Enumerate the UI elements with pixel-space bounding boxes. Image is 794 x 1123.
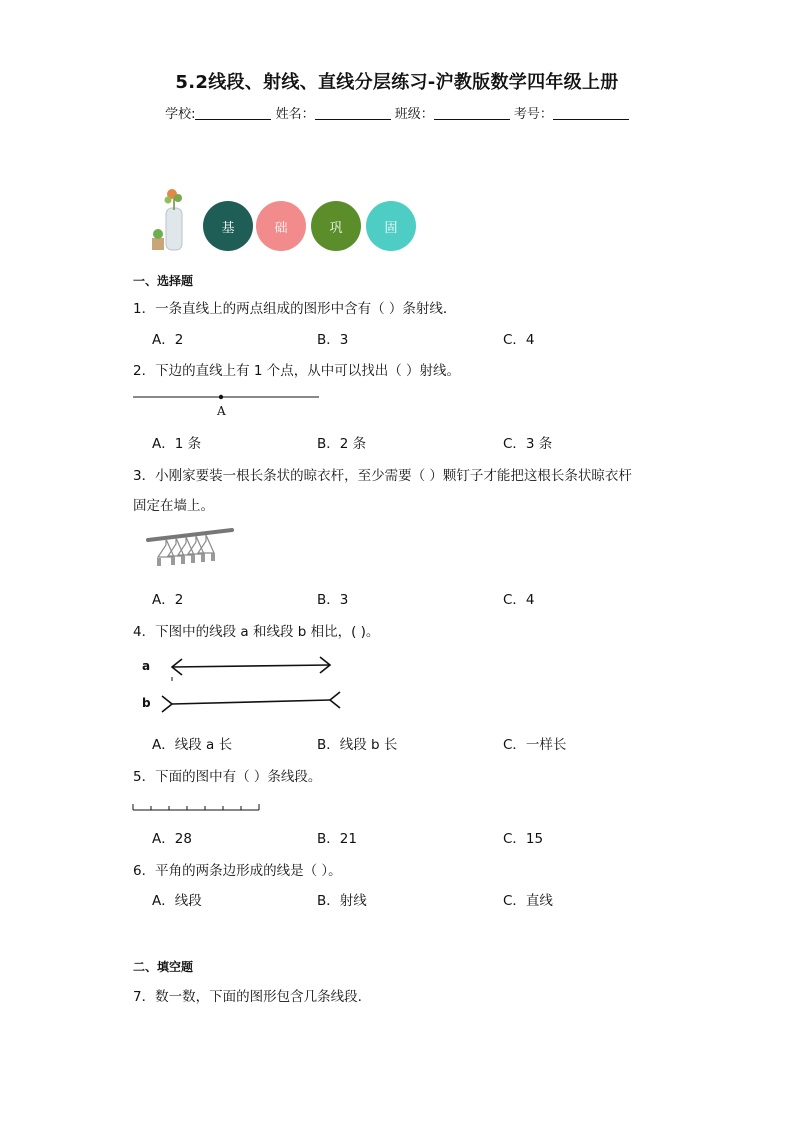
- clothes-rack-image: [146, 526, 234, 572]
- line-with-point-figure: [132, 390, 322, 420]
- question-5-option-a[interactable]: A．28: [152, 831, 192, 847]
- question-6-option-b[interactable]: B．射线: [317, 893, 367, 909]
- point-a-label: A: [217, 404, 226, 418]
- class-label: 班级：: [394, 107, 434, 122]
- question-6-text: 6．平角的两条边形成的线是（ ）。: [133, 863, 342, 879]
- question-3-text-line1: 3．小刚家要装一根长条状的晾衣杆，至少需要（ ）颗钉子才能把这根长条状晾衣杆: [133, 468, 632, 484]
- badge-gong: 巩: [311, 201, 361, 251]
- number-blank[interactable]: [553, 107, 629, 120]
- section-choice-heading: 一、选择题: [133, 274, 194, 288]
- question-2-option-c[interactable]: C．3 条: [503, 436, 553, 452]
- question-4-option-b[interactable]: B．线段 b 长: [317, 737, 398, 753]
- question-4-text: 4．下图中的线段 a 和线段 b 相比，( )。: [133, 624, 380, 640]
- question-3-text-line2: 固定在墙上。: [133, 498, 214, 514]
- question-6-option-a[interactable]: A．线段: [152, 893, 202, 909]
- question-3-option-c[interactable]: C．4: [503, 592, 535, 608]
- segment-b-label: b: [142, 696, 151, 710]
- question-5-option-c[interactable]: C．15: [503, 831, 544, 847]
- question-1-text: 1．一条直线上的两点组成的图形中含有（ ）条射线．: [133, 301, 457, 317]
- question-7-text: 7．数一数，下面的图形包含几条线段.: [133, 989, 362, 1005]
- question-1-option-a[interactable]: A．2: [152, 332, 184, 348]
- class-blank[interactable]: [434, 107, 510, 120]
- question-2-option-a[interactable]: A．1 条: [152, 436, 202, 452]
- segment-a-label: a: [142, 659, 151, 673]
- badge-ji: 基: [203, 201, 253, 251]
- segmented-line-figure: [132, 800, 262, 814]
- question-2-option-b[interactable]: B．2 条: [317, 436, 367, 452]
- student-info-line: [0, 103, 794, 122]
- question-5-option-b[interactable]: B．21: [317, 831, 357, 847]
- name-label: 姓名：: [275, 107, 315, 122]
- question-6-option-c[interactable]: C．直线: [503, 893, 553, 909]
- vase-plant-illustration: [144, 186, 196, 254]
- question-3-option-a[interactable]: A．2: [152, 592, 184, 608]
- question-1-option-c[interactable]: C．4: [503, 332, 535, 348]
- question-2-text: 2．下边的直线上有 1 个点，从中可以找出（ ）射线。: [133, 363, 461, 379]
- school-blank[interactable]: [195, 107, 271, 120]
- question-1-option-b[interactable]: B．3: [317, 332, 349, 348]
- name-blank[interactable]: [315, 107, 391, 120]
- badge-chu: 础: [256, 201, 306, 251]
- question-4-option-c[interactable]: C．一样长: [503, 737, 567, 753]
- badge-gu: 固: [366, 201, 416, 251]
- number-label: 考号：: [513, 107, 553, 122]
- page-title: 5.2线段、射线、直线分层练习-沪教版数学四年级上册: [175, 72, 619, 93]
- school-label: 学校:: [165, 107, 196, 122]
- section-fill-heading: 二、填空题: [133, 960, 194, 974]
- muller-lyer-figure: [158, 652, 348, 720]
- question-4-option-a[interactable]: A．线段 a 长: [152, 737, 233, 753]
- question-5-text: 5．下面的图中有（ ）条线段。: [133, 769, 322, 785]
- question-3-option-b[interactable]: B．3: [317, 592, 349, 608]
